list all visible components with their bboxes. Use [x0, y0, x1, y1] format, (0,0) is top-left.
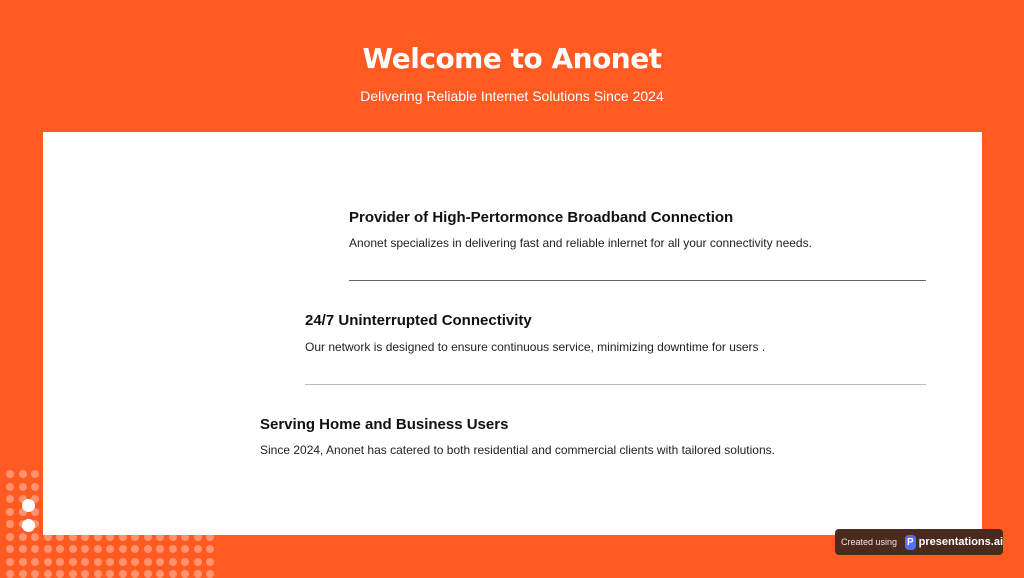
decorative-dot: [31, 483, 39, 491]
feature-text: Since 2024, Anonet has catered to both residential and commercial clients with tailored solutions.: [260, 443, 775, 457]
decorative-dot: [69, 558, 77, 566]
decorative-dot: [19, 570, 27, 578]
divider: [305, 384, 926, 385]
decorative-dot: [156, 545, 164, 553]
decorative-dot: [156, 570, 164, 578]
decorative-dot: [19, 470, 27, 478]
feature-heading: Provider of High-Pertormonce Broadband Connection: [349, 209, 734, 226]
decorative-dot: [81, 545, 89, 553]
slide-subtitle: Delivering Reliable Internet Solutions Since 2024: [360, 88, 664, 104]
decorative-dot: [19, 483, 27, 491]
decorative-dot: [94, 558, 102, 566]
decorative-dot: [106, 533, 114, 541]
decorative-dot: [156, 533, 164, 541]
feature-block-broadband: [349, 209, 812, 250]
decorative-dot: [119, 570, 127, 578]
decorative-dot: [31, 545, 39, 553]
decorative-dot: [94, 570, 102, 578]
decorative-dot: [181, 533, 189, 541]
feature-heading: 24/7 Uninterrupted Connectivity: [305, 312, 532, 329]
decorative-dot: [206, 558, 214, 566]
decorative-dot: [31, 533, 39, 541]
decorative-dot: [44, 483, 52, 491]
decorative-dot: [6, 520, 14, 528]
decorative-dot: [19, 558, 27, 566]
decorative-dot: [94, 545, 102, 553]
decorative-dot: [69, 533, 77, 541]
slide-title: Welcome to Anonet: [362, 42, 662, 75]
decorative-dot: [44, 545, 52, 553]
decorative-dot: [6, 545, 14, 553]
decorative-dot-pattern: [0, 466, 220, 576]
decorative-dot: [144, 558, 152, 566]
decorative-dot: [22, 499, 35, 512]
decorative-dot: [6, 533, 14, 541]
decorative-dot: [144, 533, 152, 541]
feature-block-users: [260, 416, 775, 457]
badge-brand-name: presentations.ai: [918, 536, 1003, 548]
decorative-dot: [106, 545, 114, 553]
decorative-dot: [169, 533, 177, 541]
decorative-dot: [69, 545, 77, 553]
decorative-dot: [94, 533, 102, 541]
decorative-dot: [31, 558, 39, 566]
feature-heading: Serving Home and Business Users: [260, 416, 509, 433]
decorative-dot: [6, 470, 14, 478]
decorative-dot: [44, 558, 52, 566]
decorative-dot: [206, 533, 214, 541]
decorative-dot: [181, 545, 189, 553]
decorative-dot: [206, 570, 214, 578]
decorative-dot: [119, 558, 127, 566]
decorative-dot: [56, 533, 64, 541]
decorative-dot: [169, 558, 177, 566]
divider: [349, 280, 926, 281]
presentations-logo-icon: P: [907, 536, 914, 548]
decorative-dot: [6, 508, 14, 516]
feature-block-connectivity: [305, 312, 765, 354]
decorative-dot: [6, 570, 14, 578]
decorative-dot: [81, 533, 89, 541]
decorative-dot: [144, 570, 152, 578]
decorative-dot: [56, 570, 64, 578]
decorative-dot: [6, 495, 14, 503]
decorative-dot: [44, 470, 52, 478]
decorative-dot: [131, 533, 139, 541]
decorative-dot: [6, 558, 14, 566]
decorative-dot: [81, 570, 89, 578]
decorative-dot: [131, 570, 139, 578]
decorative-dot: [19, 545, 27, 553]
decorative-dot: [44, 495, 52, 503]
decorative-dot: [31, 570, 39, 578]
decorative-dot: [144, 545, 152, 553]
decorative-dot: [56, 545, 64, 553]
decorative-dot: [169, 570, 177, 578]
decorative-dot: [194, 570, 202, 578]
created-using-badge[interactable]: [835, 529, 1003, 555]
decorative-dot: [169, 545, 177, 553]
decorative-dot: [44, 533, 52, 541]
decorative-dot: [119, 533, 127, 541]
decorative-dot: [156, 558, 164, 566]
decorative-dot: [19, 533, 27, 541]
feature-text: Our network is designed to ensure continuous service, minimizing downtime for users .: [305, 340, 766, 354]
decorative-dot: [44, 508, 52, 516]
decorative-dot: [6, 483, 14, 491]
decorative-dot: [119, 545, 127, 553]
feature-text: Anonet specializes in delivering fast and reliable inlernet for all your connectivity needs.: [349, 236, 812, 250]
decorative-dot: [31, 470, 39, 478]
decorative-dot: [56, 558, 64, 566]
badge-prefix: Created using: [841, 537, 898, 547]
decorative-dot: [22, 519, 35, 532]
decorative-dot: [181, 558, 189, 566]
decorative-dot: [131, 545, 139, 553]
decorative-dot: [106, 570, 114, 578]
decorative-dot: [44, 520, 52, 528]
decorative-dot: [106, 558, 114, 566]
decorative-dot: [194, 533, 202, 541]
decorative-dot: [181, 570, 189, 578]
decorative-dot: [206, 545, 214, 553]
decorative-dot: [131, 558, 139, 566]
decorative-dot: [81, 558, 89, 566]
decorative-dot: [194, 545, 202, 553]
decorative-dot: [44, 570, 52, 578]
decorative-dot: [194, 558, 202, 566]
decorative-dot: [69, 570, 77, 578]
